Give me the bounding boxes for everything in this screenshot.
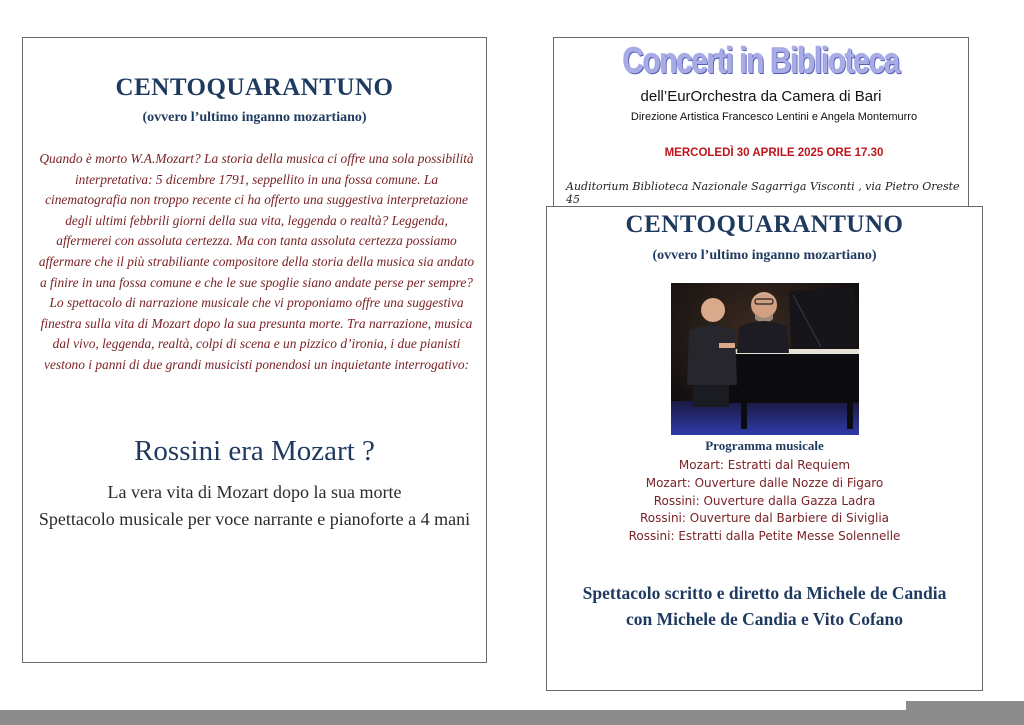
program-list — [547, 457, 982, 546]
question-heading: Rossini era Mozart ? — [134, 435, 375, 467]
bottom-bar — [0, 710, 1024, 725]
program-item: Rossini: Ouverture dal Barbiere di Siviglia — [639, 511, 890, 526]
event-header-box — [553, 37, 969, 207]
tagline-line-2: Spettacolo musicale per voce narrante e pianoforte a 4 mani — [38, 509, 471, 529]
program-heading: Programma musicale — [705, 438, 824, 453]
program-item: Rossini: Ouverture dalla Gazza Ladra — [653, 493, 876, 508]
story-paragraph: Quando è morto W.A.Mozart? La storia della musica ci offre una sola possibilità interpretativa: 5 dicembre 1791, seppellito in una fossa comune. La cinematografia non troppo recente ci ha offerto una suggestiva interpretazione degli ultimi febbrili giorni della sua vita, leggenda o realtà? Leggenda, affermerei con assoluta certezza. Ma con tanta assoluta certezza possiamo affermare che il più strabiliante compositore della storia della musica sia andato a finire in una fossa comune e che le sue spoglie siano andate perse per sempre? Lo spettacolo di narrazione musicale che vi proponiamo offre una suggestiva finestra sulla vita di Mozart dopo la sua presunta morte. Tra narrazione, musica dal vivo, leggenda, realtà, colpi di scena e un pizzico d’ironia, i due pianisti vestono i panni di due grandi musicisti ponendosi un inquietante interrogativo: — [38, 151, 475, 372]
brand-logo: Concerti in Biblioteca — [622, 40, 900, 81]
credits-author: Spettacolo scritto e diretto da Michele de Candia — [582, 583, 947, 603]
orchestra-name: dell’EurOrchestra da Camera di Bari — [640, 88, 882, 105]
program-item: Mozart: Estratti dal Requiem — [678, 458, 851, 472]
program-item: Rossini: Estratti dalla Petite Messe Solennelle — [628, 529, 901, 544]
event-date: MERCOLEDÌ 30 APRILE 2025 ORE 17.30 — [664, 147, 884, 159]
pianists-photo-illustration — [671, 283, 859, 435]
right-subtitle: (ovvero l’ultimo inganno mozartiano) — [652, 248, 877, 263]
left-title: CENTOQUARANTUNO — [115, 74, 394, 101]
credits-cast: con Michele de Candia e Vito Cofano — [625, 609, 904, 629]
artistic-direction: Direzione Artistica Francesco Lentini e Angela Montemurro — [630, 111, 918, 123]
pianists-photo — [671, 283, 859, 435]
left-subtitle: (ovvero l’ultimo inganno mozartiano) — [142, 110, 367, 125]
right-panel — [546, 206, 983, 691]
left-panel — [22, 37, 487, 663]
tagline-line-1: La vera vita di Mozart dopo la sua morte — [107, 482, 402, 502]
event-venue: Auditorium Biblioteca Nazionale Sagarriga Visconti , via Pietro Oreste 45 — [566, 180, 960, 206]
program-item: Mozart: Ouverture dalle Nozze di Figaro — [645, 475, 884, 490]
tagline — [23, 479, 486, 533]
right-title: CENTOQUARANTUNO — [625, 211, 904, 238]
credits — [547, 580, 982, 632]
